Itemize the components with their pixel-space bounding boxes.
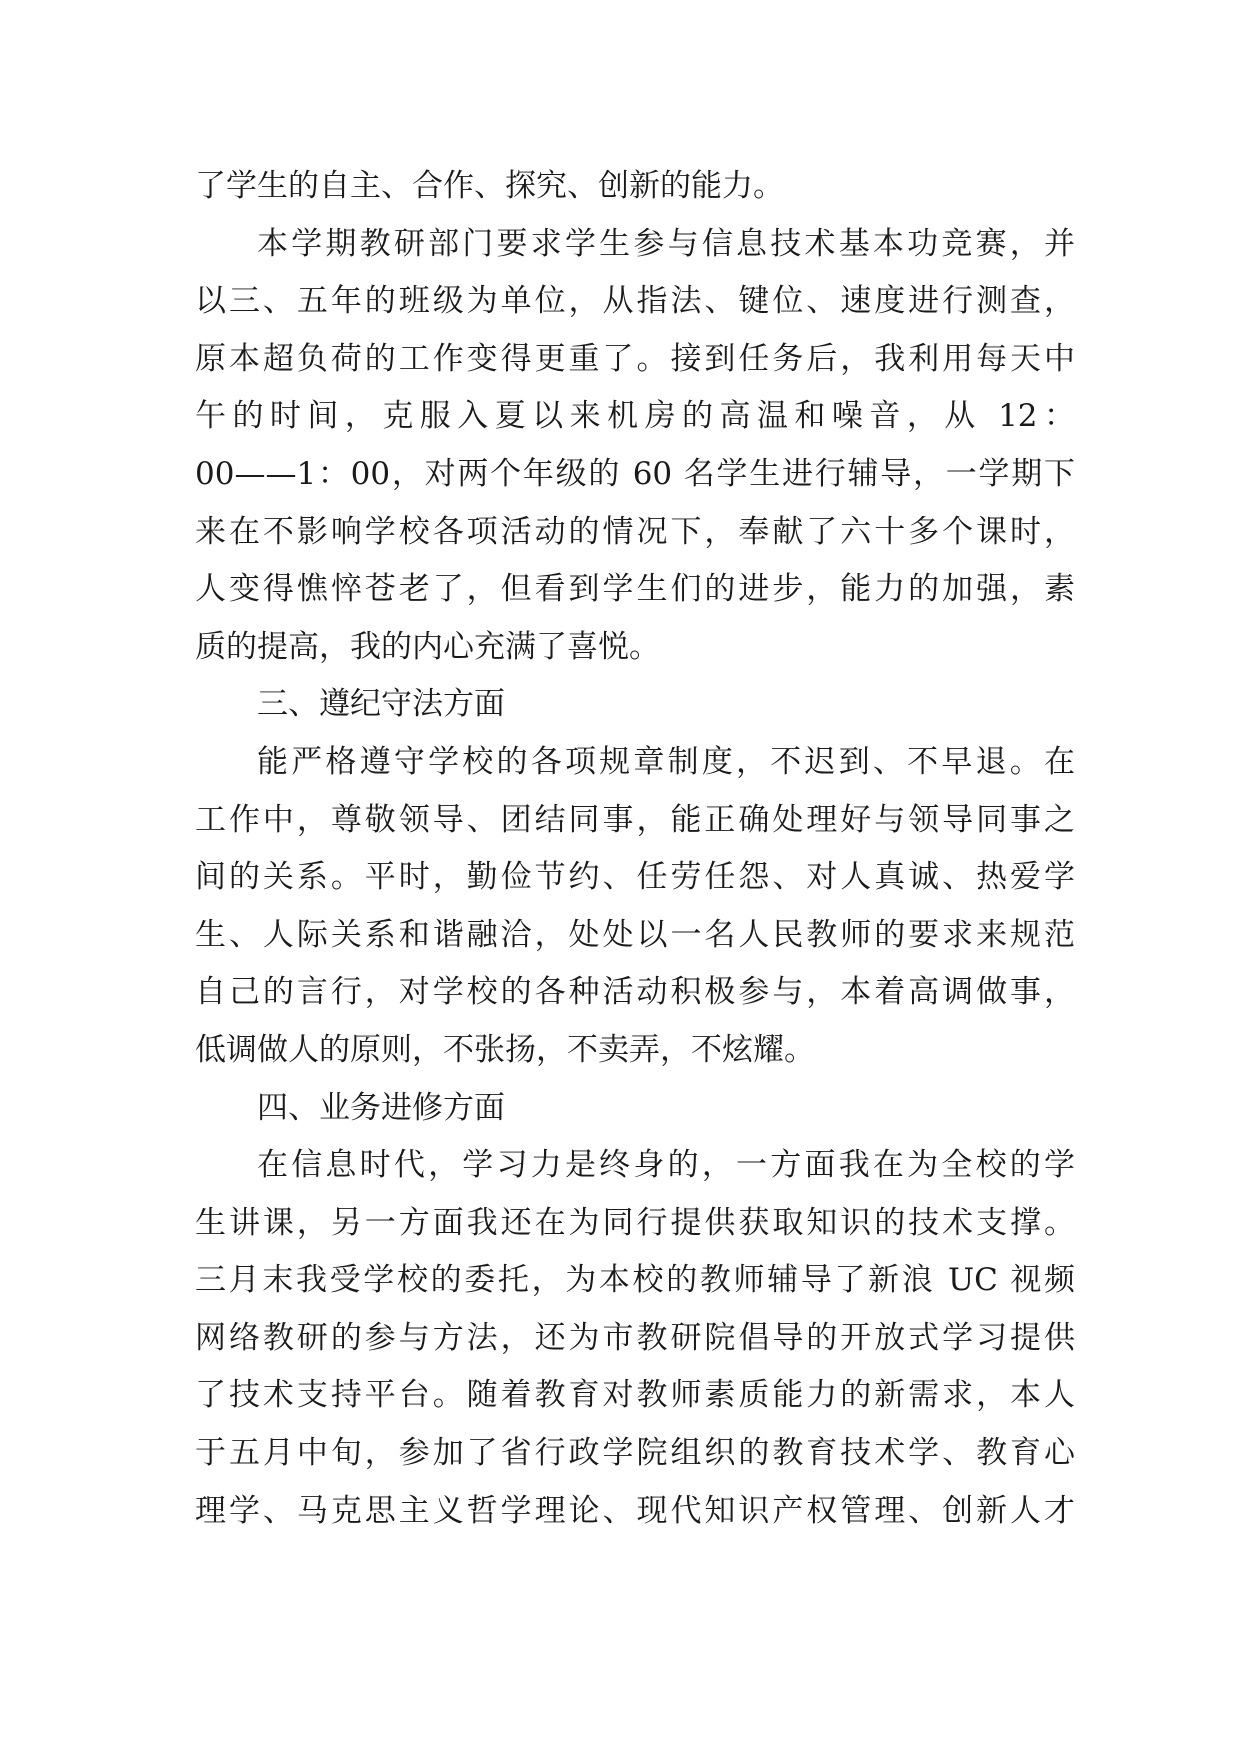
text-line: 生讲课，另一方面我还在为同行提供获取知识的技术支撑。 xyxy=(195,1204,1075,1241)
text-line: 自己的言行，对学校的各种活动积极参与，本着高调做事， xyxy=(195,974,1075,1011)
text-line: 于五月中旬，参加了省行政学院组织的教育技术学、教育心 xyxy=(195,1435,1075,1472)
text-line: 质的提高，我的内心充满了喜悦。 xyxy=(195,628,660,665)
text-line: 三、遵纪守法方面 xyxy=(257,686,505,723)
text-line: 网络教研的参与方法，还为市教研院倡导的开放式学习提供 xyxy=(195,1319,1075,1356)
text-line: 00——1：00，对两个年级的 60 名学生进行辅导，一学期下 xyxy=(195,455,1075,492)
text-line: 理学、马克思主义哲学理论、现代知识产权管理、创新人才 xyxy=(195,1492,1075,1529)
text-line: 低调做人的原则，不张扬，不卖弄，不炫耀。 xyxy=(195,1031,815,1068)
text-line: 了学生的自主、合作、探究、创新的能力。 xyxy=(195,168,784,204)
text-line: 来在不影响学校各项活动的情况下，奉献了六十多个课时， xyxy=(195,513,1075,550)
body-text xyxy=(195,158,1075,1540)
text-line: 人变得憔悴苍老了，但看到学生们的进步，能力的加强，素 xyxy=(195,571,1075,608)
text-line: 午的时间，克服入夏以来机房的高温和噪音，从 12： xyxy=(195,398,1075,435)
text-line: 工作中，尊敬领导、团结同事，能正确处理好与领导同事之 xyxy=(195,801,1075,838)
text-line: 原本超负荷的工作变得更重了。接到任务后，我利用每天中 xyxy=(195,340,1075,377)
text-line: 本学期教研部门要求学生参与信息技术基本功竞赛，并 xyxy=(257,225,1075,262)
text-line: 间的关系。平时，勤俭节约、任劳任怨、对人真诚、热爱学 xyxy=(195,859,1075,896)
text-line: 三月末我受学校的委托，为本校的教师辅导了新浪 UC 视频 xyxy=(195,1262,1075,1299)
text-line: 能严格遵守学校的各项规章制度，不迟到、不早退。在 xyxy=(257,743,1075,780)
text-line: 了技术支持平台。随着教育对教师素质能力的新需求，本人 xyxy=(195,1377,1075,1414)
text-line: 以三、五年的班级为单位，从指法、键位、速度进行测查， xyxy=(195,283,1075,320)
text-line: 生、人际关系和谐融洽，处处以一名人民教师的要求来规范 xyxy=(195,916,1075,953)
text-line: 四、业务进修方面 xyxy=(257,1089,505,1126)
text-line: 在信息时代，学习力是终身的，一方面我在为全校的学 xyxy=(257,1147,1075,1184)
